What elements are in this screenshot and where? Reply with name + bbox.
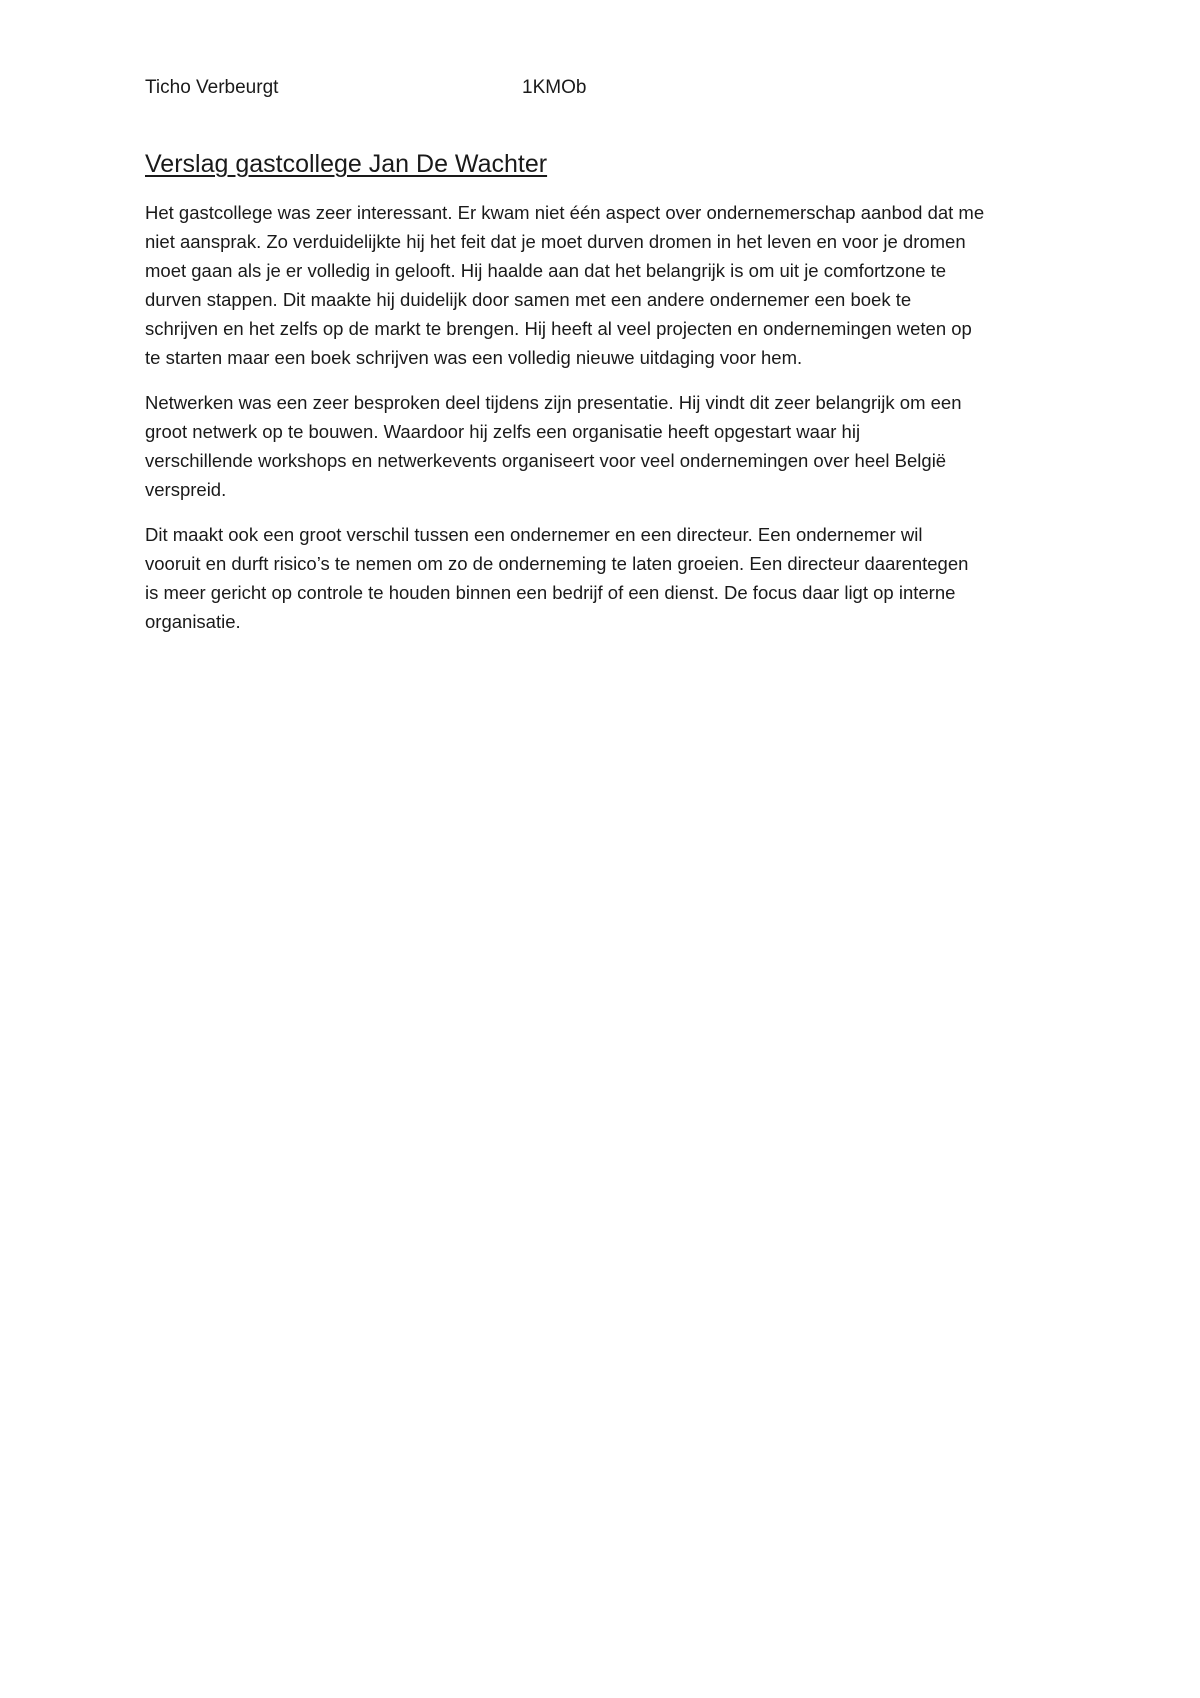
header-class-code: 1KMOb	[522, 77, 587, 98]
paragraph-line: Het gastcollege was zeer interessant. Er kwam niet één aspect over ondernemerschap aanbod dat me	[145, 202, 985, 223]
paragraph-line: te starten maar een boek schrijven was een volledig nieuwe uitdaging voor hem.	[145, 347, 803, 368]
paragraph-line: durven stappen. Dit maakte hij duidelijk door samen met een andere ondernemer een boek te	[145, 289, 912, 310]
paragraph-2	[145, 388, 1075, 504]
document-body	[145, 198, 1075, 652]
paragraph-line: niet aansprak. Zo verduidelijkte hij het feit dat je moet durven dromen in het leven en voor je dromen	[145, 231, 966, 252]
paragraph-line: Dit maakt ook een groot verschil tussen een ondernemer en een directeur. Een ondernemer wil	[145, 524, 923, 545]
paragraph-line: schrijven en het zelfs op de markt te brengen. Hij heeft al veel projecten en ondernemingen weten op	[145, 318, 972, 339]
header-author: Ticho Verbeurgt	[145, 77, 279, 98]
paragraph-line: verspreid.	[145, 479, 227, 500]
paragraph-line: moet gaan als je er volledig in gelooft. Hij haalde aan dat het belangrijk is om uit je comfortzone te	[145, 260, 947, 281]
paragraph-line: Netwerken was een zeer besproken deel tijdens zijn presentatie. Hij vindt dit zeer belangrijk om een	[145, 392, 962, 413]
paragraph-3	[145, 520, 1075, 636]
paragraph-line: verschillende workshops en netwerkevents organiseert voor veel ondernemingen over heel België	[145, 450, 947, 471]
paragraph-line: groot netwerk op te bouwen. Waardoor hij zelfs een organisatie heeft opgestart waar hij	[145, 421, 861, 442]
paragraph-line: vooruit en durft risico’s te nemen om zo de onderneming te laten groeien. Een directeur daarentegen	[145, 553, 969, 574]
paragraph-line: organisatie.	[145, 611, 241, 632]
document-title: Verslag gastcollege Jan De Wachter	[145, 150, 548, 178]
paragraph-line: is meer gericht op controle te houden binnen een bedrijf of een dienst. De focus daar ligt op interne	[145, 582, 956, 603]
paragraph-1	[145, 198, 1075, 372]
